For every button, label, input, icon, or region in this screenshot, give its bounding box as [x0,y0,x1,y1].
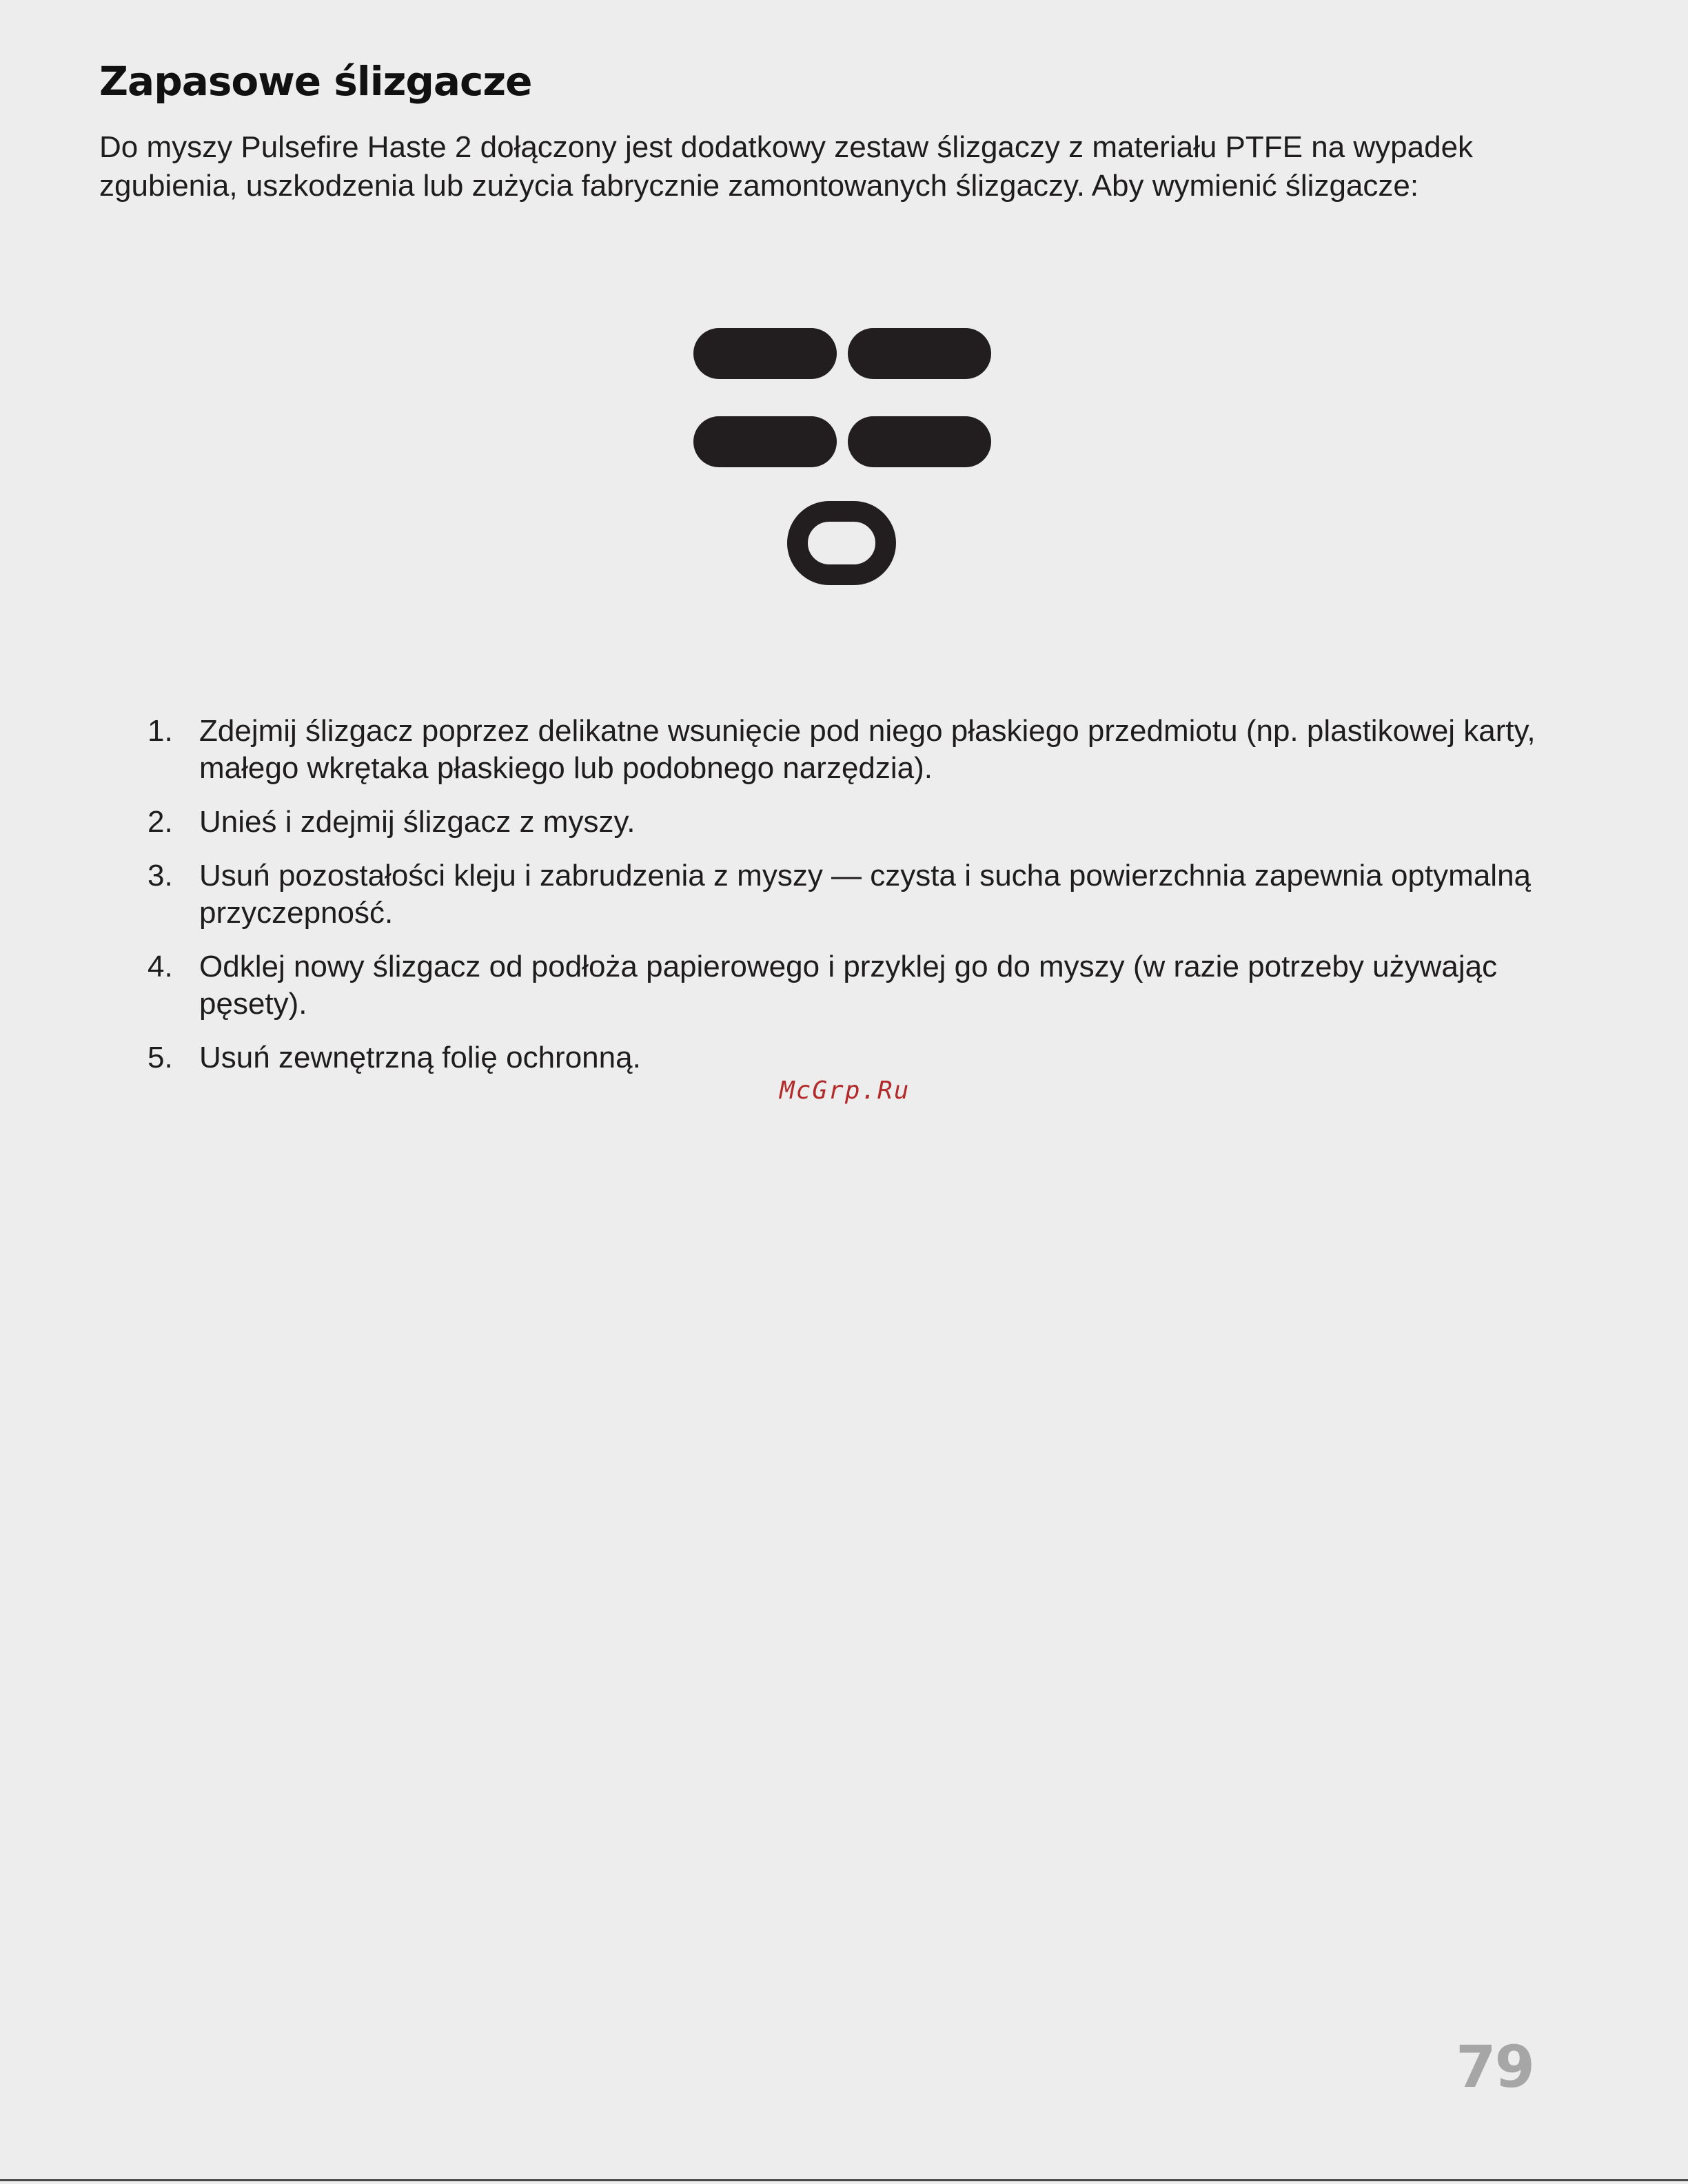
page-number: 79 [1456,2033,1534,2101]
page-title: Zapasowe ślizgacze [99,58,532,105]
step-number: 4. [148,950,173,983]
list-item [99,713,1602,787]
step-number: 3. [148,859,173,892]
step-number: 5. [148,1041,173,1074]
step-text: Zdejmij ślizgacz poprzez delikatne wsunięcie pod niego płaskiego przedmiotu (np. plastikowej karty, małego wkrętaka płaskiego lub podobnego narzędzia). [199,714,1536,785]
step-text: Usuń pozostałości kleju i zabrudzenia z myszy — czysta i sucha powierzchnia zapewnia optymalną przyczepność. [199,859,1532,930]
skate-middle-right-icon [848,416,991,467]
skate-ring-icon [797,511,886,575]
list-item [99,948,1602,1023]
step-text: Odklej nowy ślizgacz od podłoża papierowego i przyklej go do myszy (w razie potrzeby używając pęsety). [199,950,1498,1021]
watermark-text: McGrp.Ru [780,1076,911,1105]
step-text: Unieś i zdejmij ślizgacz z myszy. [199,805,635,839]
step-number: 2. [148,805,173,839]
skate-middle-left-icon [693,416,837,467]
step-number: 1. [148,714,173,748]
step-text: Usuń zewnętrzną folię ochronną. [199,1041,641,1074]
bottom-divider [0,2179,1688,2181]
skate-top-right-icon [848,328,991,379]
list-item [99,857,1602,932]
list-item [99,804,1602,841]
list-item [99,1039,1602,1076]
steps-list [99,713,1602,1093]
skate-top-left-icon [693,328,837,379]
intro-paragraph: Do myszy Pulsefire Haste 2 dołączony jest dodatkowy zestaw ślizgaczy z materiału PTFE na wypadek zgubienia, uszkodzenia lub zużycia fabrycznie zamontowanych ślizgaczy. Aby wymienić ślizgacze: [99,130,1474,203]
mouse-skates-illustration [689,324,999,593]
